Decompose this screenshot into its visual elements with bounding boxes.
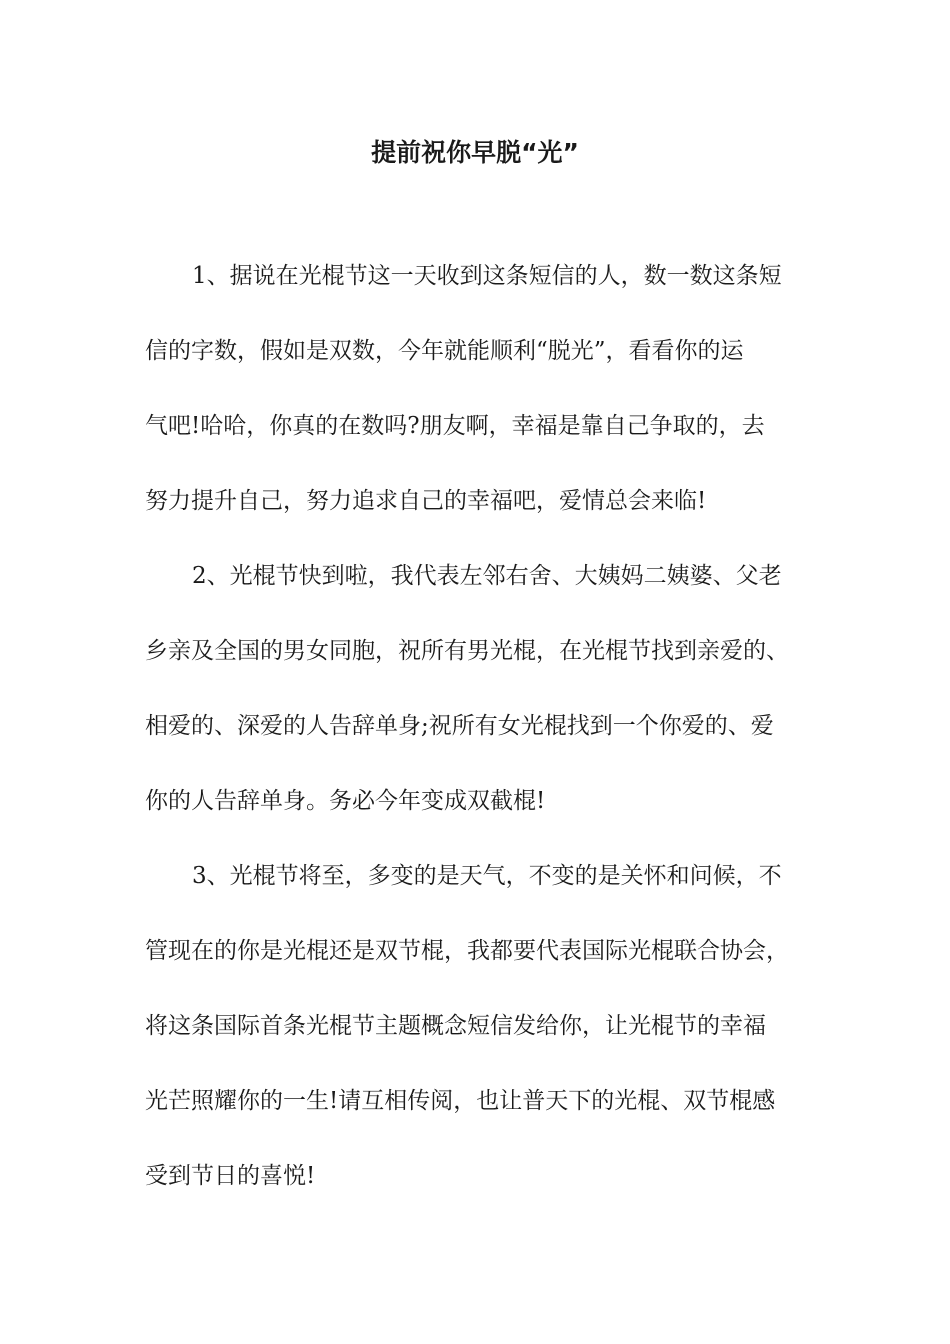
document-title: 提前祝你早脱“光” — [371, 138, 579, 167]
paragraph-3-line-1: 3、光棍节将至，多变的是天气，不变的是关怀和问候，不 — [192, 863, 782, 889]
paragraph-1-line-3: 气吧!哈哈，你真的在数吗?朋友啊，幸福是靠自己争取的，去 — [145, 413, 765, 439]
paragraph-2-line-2: 乡亲及全国的男女同胞，祝所有男光棍，在光棍节找到亲爱的、 — [145, 638, 789, 664]
paragraph-2-line-3: 相爱的、深爱的人告辞单身;祝所有女光棍找到一个你爱的、爱 — [145, 713, 774, 739]
paragraph-3-line-5: 受到节日的喜悦! — [145, 1163, 316, 1189]
paragraph-1-line-4: 努力提升自己，努力追求自己的幸福吧，爱情总会来临! — [145, 488, 707, 514]
paragraph-3-line-2: 管现在的你是光棍还是双节棍，我都要代表国际光棍联合协会， — [145, 938, 789, 964]
document-body — [145, 253, 815, 1228]
paragraph-3-line-4: 光芒照耀你的一生!请互相传阅，也让普天下的光棍、双节棍感 — [145, 1088, 776, 1114]
paragraph-1-line-1: 1、据说在光棍节这一天收到这条短信的人，数一数这条短 — [192, 263, 782, 289]
paragraph-3-line-3: 将这条国际首条光棍节主题概念短信发给你，让光棍节的幸福 — [145, 1013, 766, 1039]
paragraph-2-line-1: 2、光棍节快到啦，我代表左邻右舍、大姨妈二姨婆、父老 — [192, 563, 782, 589]
paragraph-2-line-4: 你的人告辞单身。务必今年变成双截棍! — [145, 788, 546, 814]
paragraph-1-line-2: 信的字数，假如是双数，今年就能顺利“脱光”，看看你的运 — [145, 338, 744, 364]
